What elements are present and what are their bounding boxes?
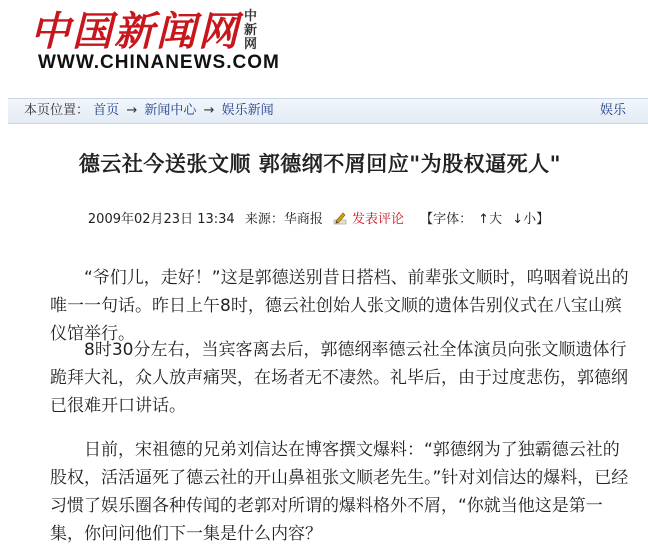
logo-vertical-char: 网 [244,37,258,52]
comment-button[interactable] [333,212,411,227]
breadcrumb-home-link[interactable]: 首页 [93,103,120,118]
logo-chinese-text: 中国新闻网 [30,8,240,55]
article-paragraph: 日前，宋祖德的兄弟刘信达在博客撰文爆料：“郭德纲为了独霸德云社的股权，活活逼死了德云社的开山鼻祖张文顺老先生。”针对刘信达的爆料，已经习惯了娱乐圈各种传闻的老郭对所谓的爆料格外不屑，“你就当他这是第一集，你问问他们下一集是什么内容？ [50,440,629,544]
logo-vertical-char: 新 [244,23,258,38]
logo-vertical-text [244,10,257,52]
logo-vertical-char: 中 [244,9,258,24]
comment-label: 发表评论 [351,212,404,227]
breadcrumb [8,98,648,124]
breadcrumb-label: 本页位置： [24,103,90,118]
font-size-control [417,212,552,227]
site-logo[interactable] [30,6,257,58]
breadcrumb-separator: → [126,103,138,118]
font-small-button[interactable]: ↓小】 [512,212,550,227]
article-title: 德云社今送张文顺 郭德纲不屑回应"为股权逼死人" [78,152,562,176]
article-datetime: 2009年02月23日 13:34 [87,212,235,227]
pen-icon [333,211,347,225]
breadcrumb-news-center-link[interactable]: 新闻中心 [144,103,197,118]
breadcrumb-entertainment-link[interactable]: 娱乐新闻 [221,103,274,118]
font-large-button[interactable]: ↑大 [478,212,503,227]
site-header [0,0,640,96]
font-size-label: 【字体： [420,212,473,227]
logo-url[interactable]: WWW.CHINANEWS.COM [38,52,280,73]
breadcrumb-separator: → [203,103,215,118]
article-source: 来源：华商报 [244,212,323,227]
article-paragraph: “爷们儿，走好！”这是郭德送别昔日搭档、前辈张文顺时，呜咽着说出的唯一一句话。昨日上午8时，德云社创始人张文顺的遗体告别仪式在八宝山殡仪馆举行。 [50,268,629,344]
article-paragraph: 8时30分左右，当宾客离去后，郭德纲率德云社全体演员向张文顺遗体行跪拜大礼，众人放声痛哭，在场者无不凄然。礼毕后，由于过度悲伤，郭德纲已很难开口讲话。 [50,340,628,416]
side-nav-link[interactable]: 娱乐 [599,103,626,118]
article-meta [0,208,640,227]
